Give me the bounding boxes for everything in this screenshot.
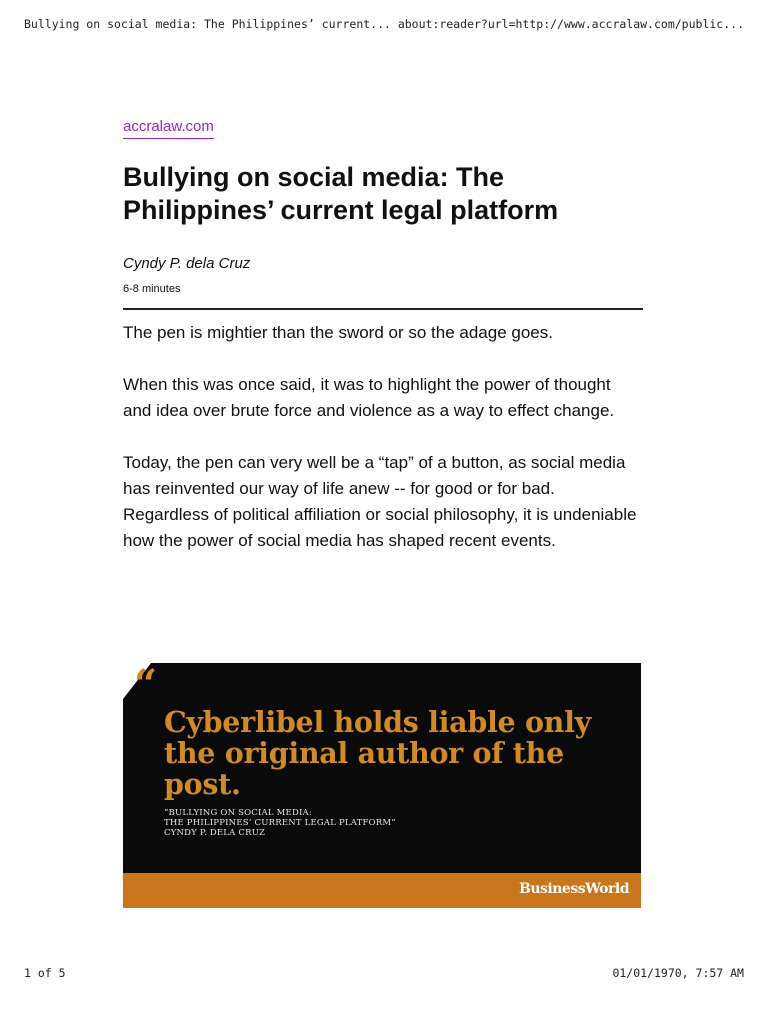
paragraph-3: Today, the pen can very well be a “tap” of a button, as social media has reinvented our way of life anew -- for good or for bad. Regardless of political affiliation or social philosophy, it is undeniable how the power of social media has shaped recent events. bbox=[123, 453, 637, 550]
brand-bar bbox=[123, 873, 641, 908]
paragraph-2: When this was once said, it was to highlight the power of thought and idea over brute force and violence as a way to effect change. bbox=[123, 375, 615, 420]
print-header-title: Bullying on social media: The Philippines’ current... bbox=[24, 17, 391, 31]
print-footer bbox=[24, 966, 744, 982]
article-title: Bullying on social media: The Philippines’ current legal platform bbox=[123, 162, 559, 225]
print-header bbox=[24, 17, 744, 33]
print-timestamp: 01/01/1970, 7:57 AM bbox=[612, 966, 744, 980]
site-link[interactable]: accralaw.com bbox=[123, 118, 214, 139]
reading-time: 6-8 minutes bbox=[123, 283, 181, 295]
quote-source-author: CYNDY P. DELA CRUZ bbox=[164, 828, 266, 838]
page-indicator: 1 of 5 bbox=[24, 966, 66, 980]
header-divider bbox=[123, 308, 643, 310]
pull-quote: Cyberlibel holds liable only the original author of the post. bbox=[164, 705, 591, 801]
quote-card-image bbox=[123, 663, 641, 908]
businessworld-logo: BusinessWorld bbox=[519, 881, 629, 897]
paragraph-1: The pen is mightier than the sword or so the adage goes. bbox=[123, 323, 553, 342]
quote-source bbox=[164, 808, 564, 838]
quote-source-line: THE PHILIPPINES’ CURRENT LEGAL PLATFORM” bbox=[164, 818, 396, 828]
article-author: Cyndy P. dela Cruz bbox=[123, 255, 251, 272]
print-header-url: about:reader?url=http://www.accralaw.com/public... bbox=[397, 17, 744, 31]
quote-mark-icon: “ bbox=[134, 663, 158, 708]
article bbox=[123, 118, 643, 554]
quote-source-line: “BULLYING ON SOCIAL MEDIA: bbox=[164, 808, 312, 818]
